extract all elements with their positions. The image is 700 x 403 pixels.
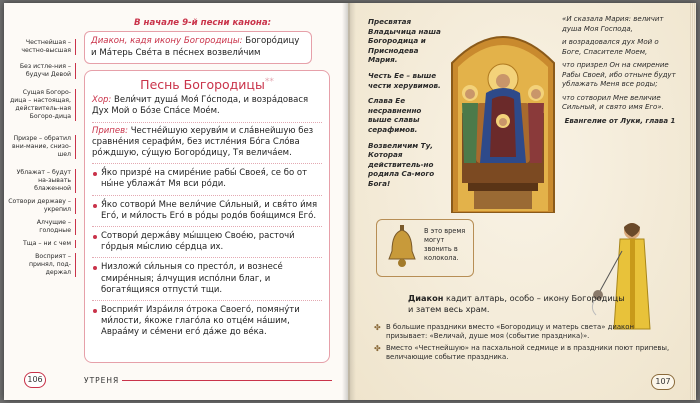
gospel-quote — [562, 15, 678, 130]
footnote-stars: ** — [264, 77, 274, 87]
deacon-with-censer-image — [586, 221, 656, 331]
explanation-para: Честь Ее – выше чести херувимов. — [368, 70, 441, 90]
glossary-note: Призре – обратил вни-мание, снизо-шел — [8, 135, 76, 159]
verse-item: Восприя́т Изра́иля о́трока Своего́, помяну́ти ми́лости, я́коже глаго́ла ко отце́м на́шим, Авраа́му и се́мени его́ да́же до ве́ка. — [92, 305, 322, 339]
note-text: В большие праздники вместо «Богородицу и матерь света» диакон призывает: «Величай, душе моя (событие праздника)». — [386, 323, 634, 340]
choir-line — [92, 95, 322, 117]
explanation-para: Пресвятая Владычица наша Богородица и Приснодева Мария. — [368, 17, 441, 65]
divider — [92, 122, 322, 123]
gospel-line: и возрадовался дух Мой о Боге, Спасителе Моем, — [562, 38, 659, 56]
deacon-label: Диакон, кадя икону Богородицы: — [91, 36, 243, 46]
divider — [92, 300, 322, 301]
notes-block — [374, 323, 674, 365]
song-of-theotokos-box — [84, 70, 330, 363]
right-page — [348, 3, 696, 400]
verse-item: Я́ко сотвори́ Мне вели́чие Си́льный, и свя́то и́мя Его́, и ми́лость Его́ в ро́ды родо́в боя́щимся Его́. — [92, 200, 322, 222]
note-item — [374, 323, 674, 341]
left-page — [4, 3, 348, 400]
glossary-note: Тща – ни с чем — [8, 240, 76, 248]
note-bullet-icon: ✤ — [374, 344, 381, 353]
book-gutter — [342, 3, 356, 400]
divider — [92, 163, 322, 164]
divider — [92, 195, 322, 196]
deacon-text-2: и Ма́терь Све́та в пе́снех возвели́чим — [91, 48, 261, 58]
section-heading: В начале 9-й песни канона: — [134, 18, 272, 28]
choir-label: Хор: — [92, 95, 112, 106]
page-number-right: 107 — [651, 374, 675, 390]
theotokos-icon-image — [448, 23, 558, 213]
verse-item: Сотвори́ держа́ву мы́шцею Свое́ю, расточи́ го́рдыя мы́слию се́рдца их. — [92, 231, 322, 253]
censing-rest: кадит алтарь, особо – икону Богородицы и затем весь храм. — [408, 293, 625, 314]
choir-text: Вели́чит душа́ Моя́ Го́спода, и возра́довася Дух Мой о Бо́зе Спа́се Мое́м. — [92, 95, 309, 117]
explanation-para: Возвеличим Ту, Которая действитель-но родила Са-мого Бога! — [368, 140, 435, 188]
refrain-line — [92, 126, 322, 160]
glossary-note: Ублажат – будут на-зывать блаженной — [8, 169, 76, 193]
gospel-line: «И сказала Мария: величит душа Моя Господа, — [562, 15, 664, 33]
gospel-line: что призрел Он на смирение Рабы Своей, ибо отныне будут ублажать Меня все роды; — [562, 61, 676, 88]
margin-glossary — [8, 39, 76, 282]
verse-item: Низложи́ си́льныя со престо́л, и вознесе́ смире́нныя; а́лчущия испо́лни благ, и богатя́щияся отпусти́ тщи. — [92, 262, 322, 296]
left-footer — [4, 371, 348, 393]
book-spread — [4, 3, 696, 400]
page-number-left: 106 — [24, 372, 46, 388]
bell-note: В это время могут звонить в колокола. — [424, 227, 466, 262]
deacon-exclamation-box — [84, 31, 312, 64]
refrain-label: Припев: — [92, 125, 128, 136]
explanation-text — [368, 17, 446, 195]
verse-item: Я́ко призре́ на смире́ние рабы́ Своея́, се бо от ны́не ублажа́т Мя вси ро́ди. — [92, 168, 322, 190]
censing-text — [408, 293, 628, 314]
song-title — [92, 77, 322, 92]
song-title-text: Песнь Богородицы — [140, 77, 265, 93]
deacon-text: Богоро́дицу — [245, 36, 300, 46]
glossary-note: Сущая Богоро-дица – настоящая, действитель-ная Богоро-дица — [8, 89, 76, 121]
running-title: УТРЕНЯ — [84, 376, 120, 385]
refrain-text: Честне́йшую херуви́м и сла́внейшую без сравне́ния серафи́м, без истле́ния Бо́га Сло́ва ро́ждшую, су́щую Богоро́дицу, Тя велича́ем. — [92, 125, 314, 158]
glossary-note: Без истле-ния – будучи Девой — [8, 63, 76, 79]
divider — [92, 257, 322, 258]
glossary-note: Сотвори державу – укрепил — [8, 198, 76, 214]
note-text: Вместо «Честнейшую» на пасхальной седмице и в праздники поют припевы, величающие событие праздника. — [386, 344, 670, 361]
page-edge — [690, 3, 696, 400]
explanation-para: Слава Ее несравненно выше славы серафимов. — [368, 96, 422, 134]
glossary-note: Честнейшая – честно-высшая — [8, 39, 76, 55]
bell-icon — [388, 225, 416, 269]
footer-rule — [122, 380, 332, 381]
divider — [92, 226, 322, 227]
censing-bold: Диакон — [408, 293, 444, 303]
gospel-line: что сотворил Мне величие Сильный, и свято имя Его». — [562, 93, 664, 111]
glossary-note: Алчущие – голодные — [8, 219, 76, 235]
note-bullet-icon: ✤ — [374, 323, 381, 332]
note-item — [374, 344, 674, 362]
gospel-source: Евангелие от Луки, глава 1 — [564, 116, 676, 125]
glossary-note: Восприят – принял, под-держал — [8, 253, 76, 277]
bell-note-box — [376, 219, 474, 277]
